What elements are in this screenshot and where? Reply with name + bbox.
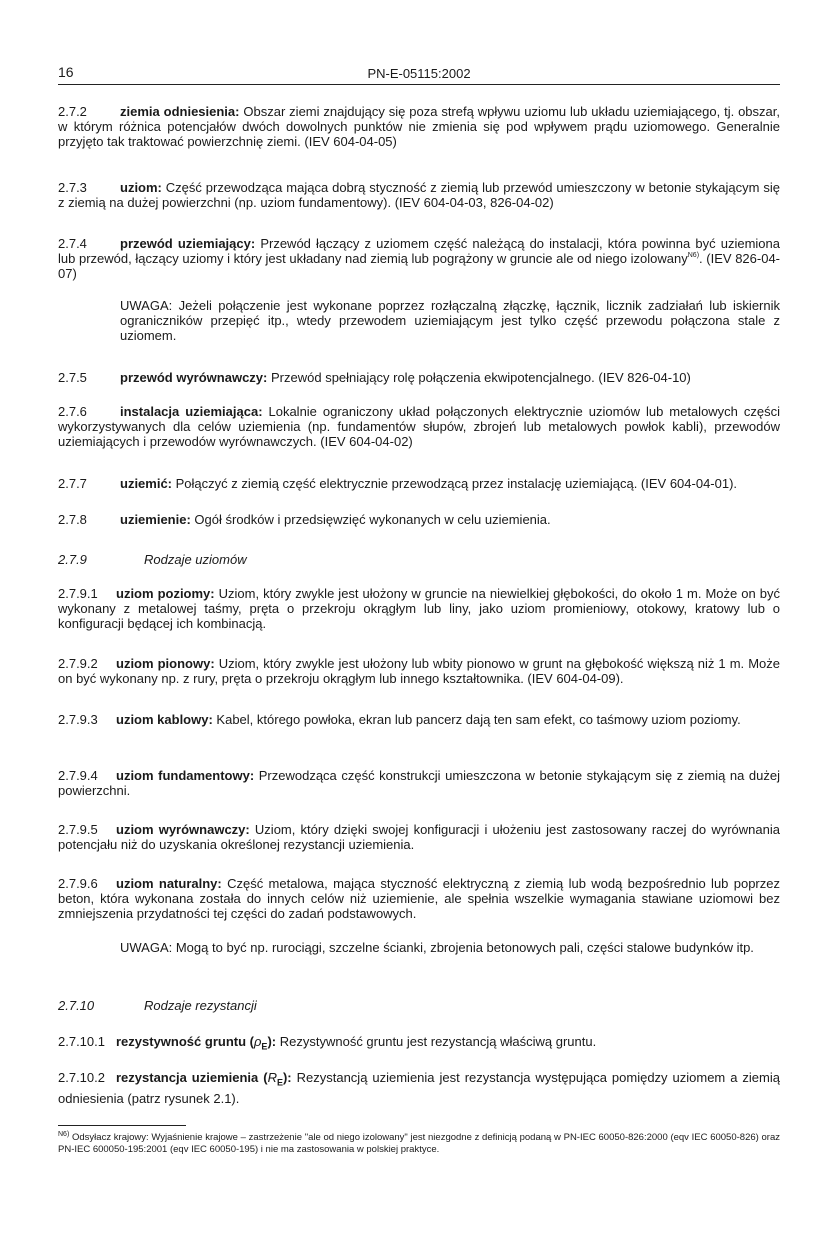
definition-2-7-4: 2.7.4 przewód uziemiający: Przewód łączący z uziomem część należącą do instalacji, która powinna być uziemiona lub przewód, łączący uziomy i który jest układany nad ziemią lub pogrążony w gruncie ale od niego izolowany$^{N6)}$. (IEV 826-04-07) xyxy=(58,236,780,281)
footnote: $^{N6)}$ Odsyłacz krajowy: Wyjaśnienie krajowe – zastrzeżenie "ale od niego izolowany" jest niezgodne z definicją podaną w PN-IEC 60050-826:2000 (eqv IEC 60050-826) oraz PN-IEC 600050-195:2001 (eqv IEC 60050-195) i nie ma zastosowania w polskiej praktyce. xyxy=(58,1131,780,1155)
section-heading-2-7-9: 2.7.9 Rodzaje uziomów xyxy=(58,552,247,567)
definition-2-7-2: 2.7.2 ziemia odniesienia: Obszar ziemi znajdujący się poza strefą wpływu uziomu lub układu uziemiającego, tj. obszar, w którym różnica potencjałów dwóch dowolnych punktów nie zmienia się pod wpływem prądu uziomowego. Generalnie przyjęto tak traktować powierzchnię ziemi. (IEV 604-04-05) xyxy=(58,104,780,149)
definition-2-7-6: 2.7.6 instalacja uziemiająca: Lokalnie ograniczony układ połączonych elektrycznie uziomów lub metalowych części wykorzystywanych dla celów uziemienia (np. fundamentów słupów, zbrojeń lub metalowych powłok kabli), przewodów uziemiających i przewodów wyrównawczych. (IEV 604-04-02) xyxy=(58,404,780,449)
footnote-divider xyxy=(58,1125,186,1126)
definition-2-7-3: 2.7.3 uziom: Część przewodząca mająca dobrą styczność z ziemią lub przewód umieszczony w betonie stykającym się z ziemią na dużej powierzchni (np. uziom fundamentowy). (IEV 604-04-03, 826-04-02) xyxy=(58,180,780,210)
page-number: 16 xyxy=(58,64,74,80)
definition-2-7-9-3: 2.7.9.3 uziom kablowy: Kabel, którego powłoka, ekran lub pancerz dają ten sam efekt, co taśmowy uziom poziomy. xyxy=(58,712,741,727)
definition-2-7-10-2: 2.7.10.2 rezystancja uziemienia $(R_E)$: Rezystancją uziemienia jest rezystancja występująca pomiędzy uziomem a ziemią odniesienia (patrz rysunek 2.1). xyxy=(58,1070,780,1106)
definition-2-7-5: 2.7.5 przewód wyrównawczy: Przewód spełniający rolę połączenia ekwipotencjalnego. (IEV 826-04-10) xyxy=(58,370,691,385)
note-2-7-9-6: UWAGA: Mogą to być np. rurociągi, szczelne ścianki, zbrojenia betonowych pali, części stalowe budynków itp. xyxy=(120,940,754,955)
definition-2-7-9-5: 2.7.9.5 uziom wyrównawczy: Uziom, który dzięki swojej konfiguracji i ułożeniu jest zastosowany raczej do wyrównania potencjału niż do uzyskania określonej rezystancji uziemienia. xyxy=(58,822,780,852)
definition-2-7-9-2: 2.7.9.2 uziom pionowy: Uziom, który zwykle jest ułożony lub wbity pionowo w grunt na głębokość większą niż 1 m. Może on być wykonany np. z rury, pręta o przekroju okrągłym lub innego kształtownika. (IEV 604-04-09). xyxy=(58,656,780,686)
definition-2-7-9-4: 2.7.9.4 uziom fundamentowy: Przewodząca część konstrukcji umieszczona w betonie stykającym się z ziemią na dużej powierzchni. xyxy=(58,768,780,798)
footnote-reference[interactable]: N6) xyxy=(687,252,700,259)
footnote-mark: N6) xyxy=(58,1131,70,1138)
definition-2-7-7: 2.7.7 uziemić: Połączyć z ziemią część elektrycznie przewodzącą przez instalację uziemiającą. (IEV 604-04-01). xyxy=(58,476,738,491)
definition-2-7-8: 2.7.8 uziemienie: Ogół środków i przedsięwzięć wykonanych w celu uziemienia. xyxy=(58,512,551,527)
definition-2-7-10-1: 2.7.10.1 rezystywność gruntu $(\rho_E)$: Rezystywność gruntu jest rezystancją właściwą gruntu. xyxy=(58,1034,597,1052)
page-header xyxy=(58,60,780,85)
note-2-7-4: UWAGA: Jeżeli połączenie jest wykonane poprzez rozłączalną złączkę, łącznik, licznik zadziałań lub iskiernik ograniczników przepięć itp., wtedy przewodem uziemiającym jest tylko część przewodu połączona stale z uziomem. xyxy=(120,298,780,343)
document-code: PN-E-05115:2002 xyxy=(367,66,471,81)
definition-2-7-9-1: 2.7.9.1 uziom poziomy: Uziom, który zwykle jest ułożony w gruncie na niewielkiej głębokości, do około 1 m. Może on być wykonany z metalowej taśmy, pręta o przekroju okrągłym lub liny, jako uziom promieniowy, otokowy, kratowy lub o konfiguracji będącej ich kombinacją. xyxy=(58,586,780,631)
section-heading-2-7-10: 2.7.10 Rodzaje rezystancji xyxy=(58,998,257,1013)
definition-2-7-9-6: 2.7.9.6 uziom naturalny: Część metalowa, mająca styczność elektryczną z ziemią lub wodą bezpośrednio lub poprzez beton, która wykonana została do innych celów niż uziemienie, ale spełnia wszelkie wymagania stawiane uziomowi bez zmniejszenia przydatności tej części do zadań podstawowych. xyxy=(58,876,780,921)
